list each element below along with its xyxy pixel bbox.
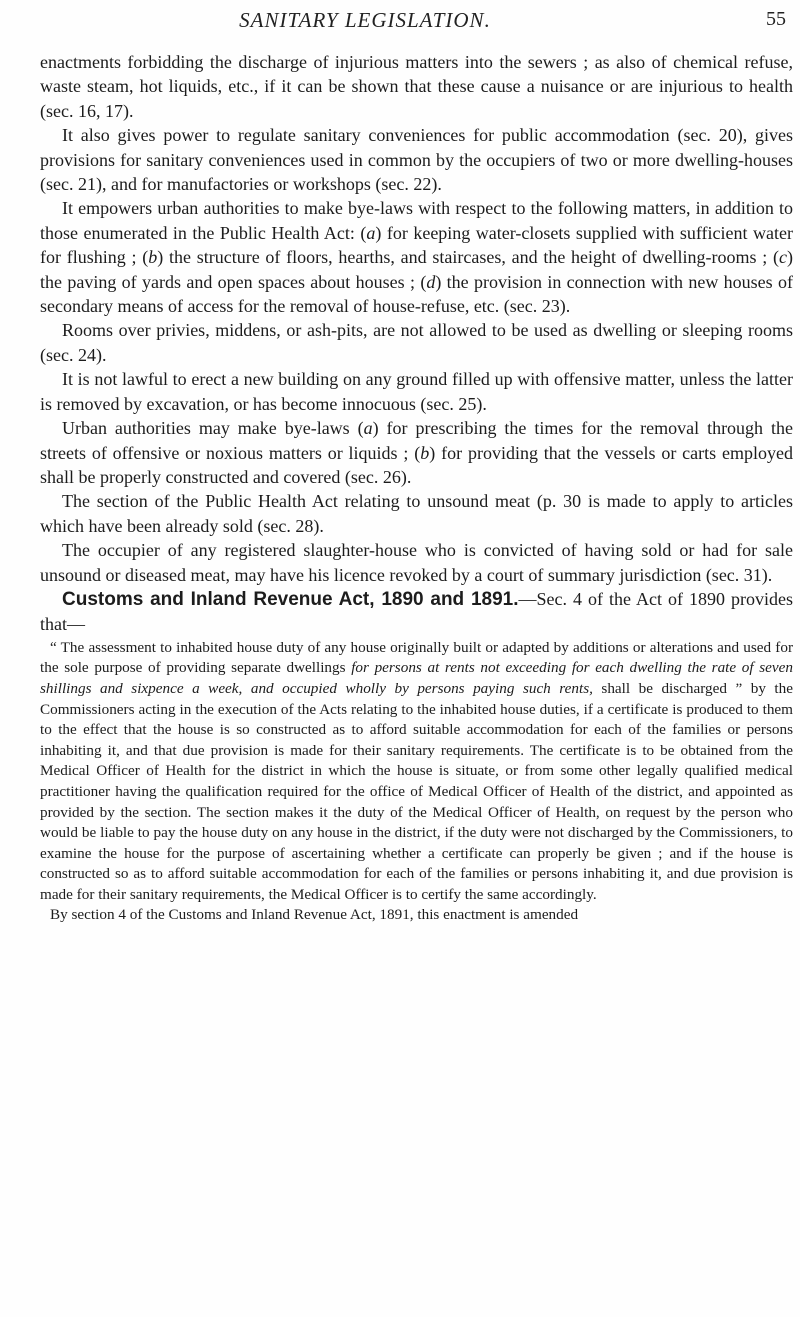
paragraph — [40, 416, 793, 489]
paragraph: Rooms over privies, middens, or ash-pits, are not allowed to be used as dwelling or sleeping rooms (sec. 24). — [40, 320, 793, 365]
text-run: shall be discharged ” by the Commissioners acting in the execution of the Acts relating to the inhabited house duties, if a certificate is produced to them to the effect that the house is so constructed as to afford suitable accommodation for each of the families or persons inhabiting it, and that due provision is made for their sanitary requirements. The certificate is to be obtained from the Medical Officer of Health for the district in which the house is situate, or from some other legally qualified medical practitioner having the qualification required for the office of Medical Officer of Health of the district, and appointed as provided by the section. The section makes it the duty of the Medical Officer of Health, on request by the person who would be liable to pay the house duty on any house in the district, if the duty were not discharged by the Commissioners, to examine the house for the purpose of ascertaining whether a certificate can properly be given ; and if the house is constructed so as to afford suitable accommodation for each of the families or persons inhabiting it, and due provision is made for their sanitary requirements, the Medical Officer is to certify the same accordingly. — [40, 679, 793, 903]
paragraph — [40, 196, 793, 318]
text-run: ) the provision in connection with new houses of secondary means of access for the removal of house-refuse, etc. (sec. 23). — [40, 271, 793, 317]
italic-letter: a — [366, 222, 376, 243]
quote-paragraph — [40, 638, 793, 906]
paragraph: It also gives power to regulate sanitary conveniences for public accommodation (sec. 20), gives provisions for sanitary conveniences used in common by the occupiers of two or more dwelling-houses (sec. 21), and for manufactories or workshops (sec. 22). — [40, 125, 793, 195]
section-heading: Customs and Inland Revenue Act, 1890 and 1891. — [62, 588, 519, 610]
page-number: 55 — [766, 8, 786, 30]
block-quote — [40, 638, 793, 926]
paragraph: The occupier of any registered slaughter-house who is convicted of having sold or had for sale unsound or diseased meat, may have his licence revoked by a court of summary jurisdiction (sec. 31). — [40, 540, 793, 585]
text-run: —Sec. 4 of the Act of 1890 provides that— — [40, 588, 794, 635]
italic-letter: b — [148, 247, 158, 268]
text-run: “ The assessment to inhabited house duty of any house originally built or adapted by additions or alterations and used for the sole purpose of providing separate dwellings — [40, 638, 793, 677]
closing-paragraph: By section 4 of the Customs and Inland Revenue Act, 1891, this enactment is amended — [50, 906, 579, 924]
italic-letter: d — [426, 271, 436, 292]
text-run: ) for providing that the vessels or carts employed shall be properly constructed and covered (sec. 26). — [40, 442, 793, 487]
text-run: Urban authorities may make bye-laws ( — [62, 418, 364, 439]
paragraph: It is not lawful to erect a new building on any ground filled up with offensive matter, unless the latter is removed by excavation, or has become innocuous (sec. 25). — [40, 369, 793, 414]
italic-letter: b — [420, 442, 430, 463]
italic-letter: c — [779, 247, 788, 268]
main-text — [40, 50, 793, 926]
text-run: ) for prescribing the times for the removal through the streets of offensive or noxious matters or liquids ; ( — [40, 418, 793, 463]
italic-run: for persons at rents not exceeding for each dwelling the rate of seven shillings and sixpence a week, and occupied wholly by persons paying such rents, — [40, 659, 793, 697]
paragraph: The section of the Public Health Act relating to unsound meat (p. 30 is made to apply to articles which have been already sold (sec. 28). — [40, 491, 793, 536]
section-paragraph — [40, 587, 793, 637]
text-run: ) for keeping water-closets supplied with sufficient water for flushing ; ( — [40, 222, 793, 268]
text-run: It empowers urban authorities to make bye-laws with respect to the following matters, in addition to those enumerated in the Public Health Act: ( — [40, 198, 793, 243]
text-run: ) the paving of yards and open spaces about houses ; ( — [40, 247, 794, 292]
paragraph: enactments forbidding the discharge of injurious matters into the sewers ; as also of chemical refuse, waste steam, hot liquids, etc., if it can be shown that these cause a nuisance or are injurious to health (sec. 16, 17). — [40, 52, 793, 121]
italic-letter: a — [363, 418, 373, 439]
running-title: SANITARY LEGISLATION. — [239, 8, 491, 32]
text-run: ) the structure of floors, hearths, and staircases, and the height of dwelling-rooms ; ( — [157, 247, 780, 268]
